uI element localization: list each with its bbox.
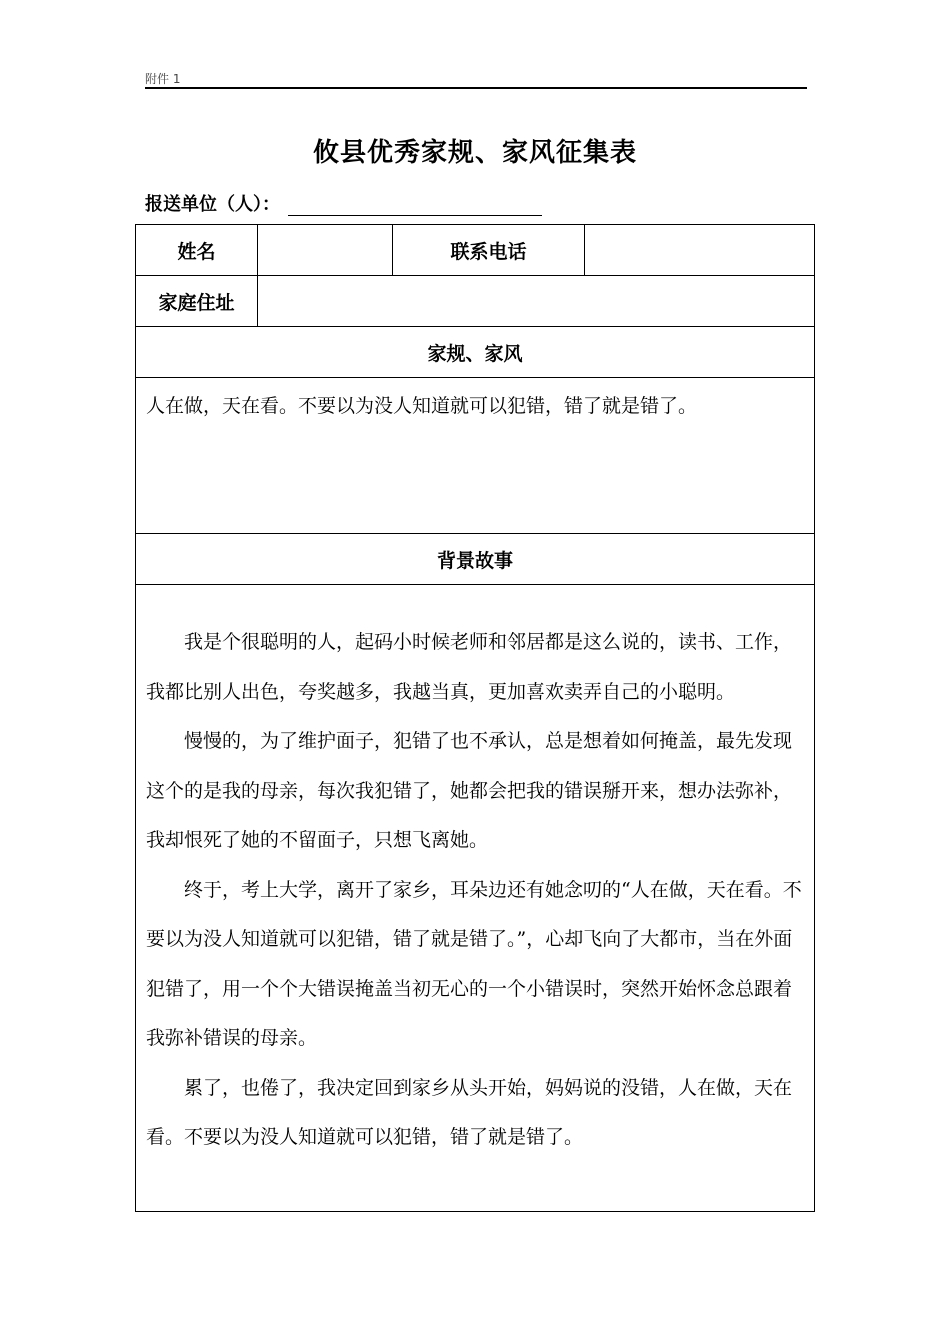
story-paragraph: 累了，也倦了，我决定回到家乡从头开始，妈妈说的没错，人在做，天在看。不要以为没人知道就可以犯错，错了就是错了。 <box>146 1076 793 1148</box>
address-label: 家庭住址 <box>136 276 258 326</box>
submitter-line <box>145 190 542 216</box>
page-title: 攸县优秀家规、家风征集表 <box>312 138 637 168</box>
attachment-note: 附件 1 <box>145 72 181 86</box>
form-row-rules-content <box>136 378 814 534</box>
phone-field[interactable] <box>585 225 814 275</box>
story-heading: 背景故事 <box>436 549 513 572</box>
name-label: 姓名 <box>136 225 258 275</box>
story-paragraph: 我是个很聪明的人，起码小时候老师和邻居都是这么说的，读书、工作，我都比别人出色，夸奖越多，我越当真，更加喜欢卖弄自己的小聪明。 <box>146 631 793 703</box>
form-row-name-phone <box>136 225 814 276</box>
address-field[interactable] <box>258 276 814 326</box>
phone-label: 联系电话 <box>393 225 585 275</box>
submitter-label: 报送单位（人）： <box>145 194 280 215</box>
rules-heading: 家规、家风 <box>427 342 523 365</box>
collection-form-table <box>135 224 815 1212</box>
story-paragraph: 终于，考上大学，离开了家乡，耳朵边还有她念叨的“人在做，天在看。不要以为没人知道就可以犯错，错了就是错了。”，心却飞向了大都市，当在外面犯错了，用一个个大错误掩盖当初无心的一个小错误时，突然开始怀念总跟着我弥补错误的母亲。 <box>146 878 802 1049</box>
story-text <box>136 585 814 1211</box>
name-field[interactable] <box>258 225 393 275</box>
rules-text: 人在做，天在看。不要以为没人知道就可以犯错，错了就是错了。 <box>146 395 698 417</box>
form-row-story-content <box>136 585 814 1211</box>
submitter-field[interactable] <box>288 195 542 216</box>
header-divider <box>145 87 807 89</box>
form-row-address <box>136 276 814 327</box>
form-row-rules-heading <box>136 327 814 378</box>
story-paragraph: 慢慢的，为了维护面子，犯错了也不承认，总是想着如何掩盖，最先发现这个的是我的母亲，每次我犯错了，她都会把我的错误掰开来，想办法弥补，我却恨死了她的不留面子，只想飞离她。 <box>146 730 793 851</box>
form-row-story-heading <box>136 534 814 585</box>
